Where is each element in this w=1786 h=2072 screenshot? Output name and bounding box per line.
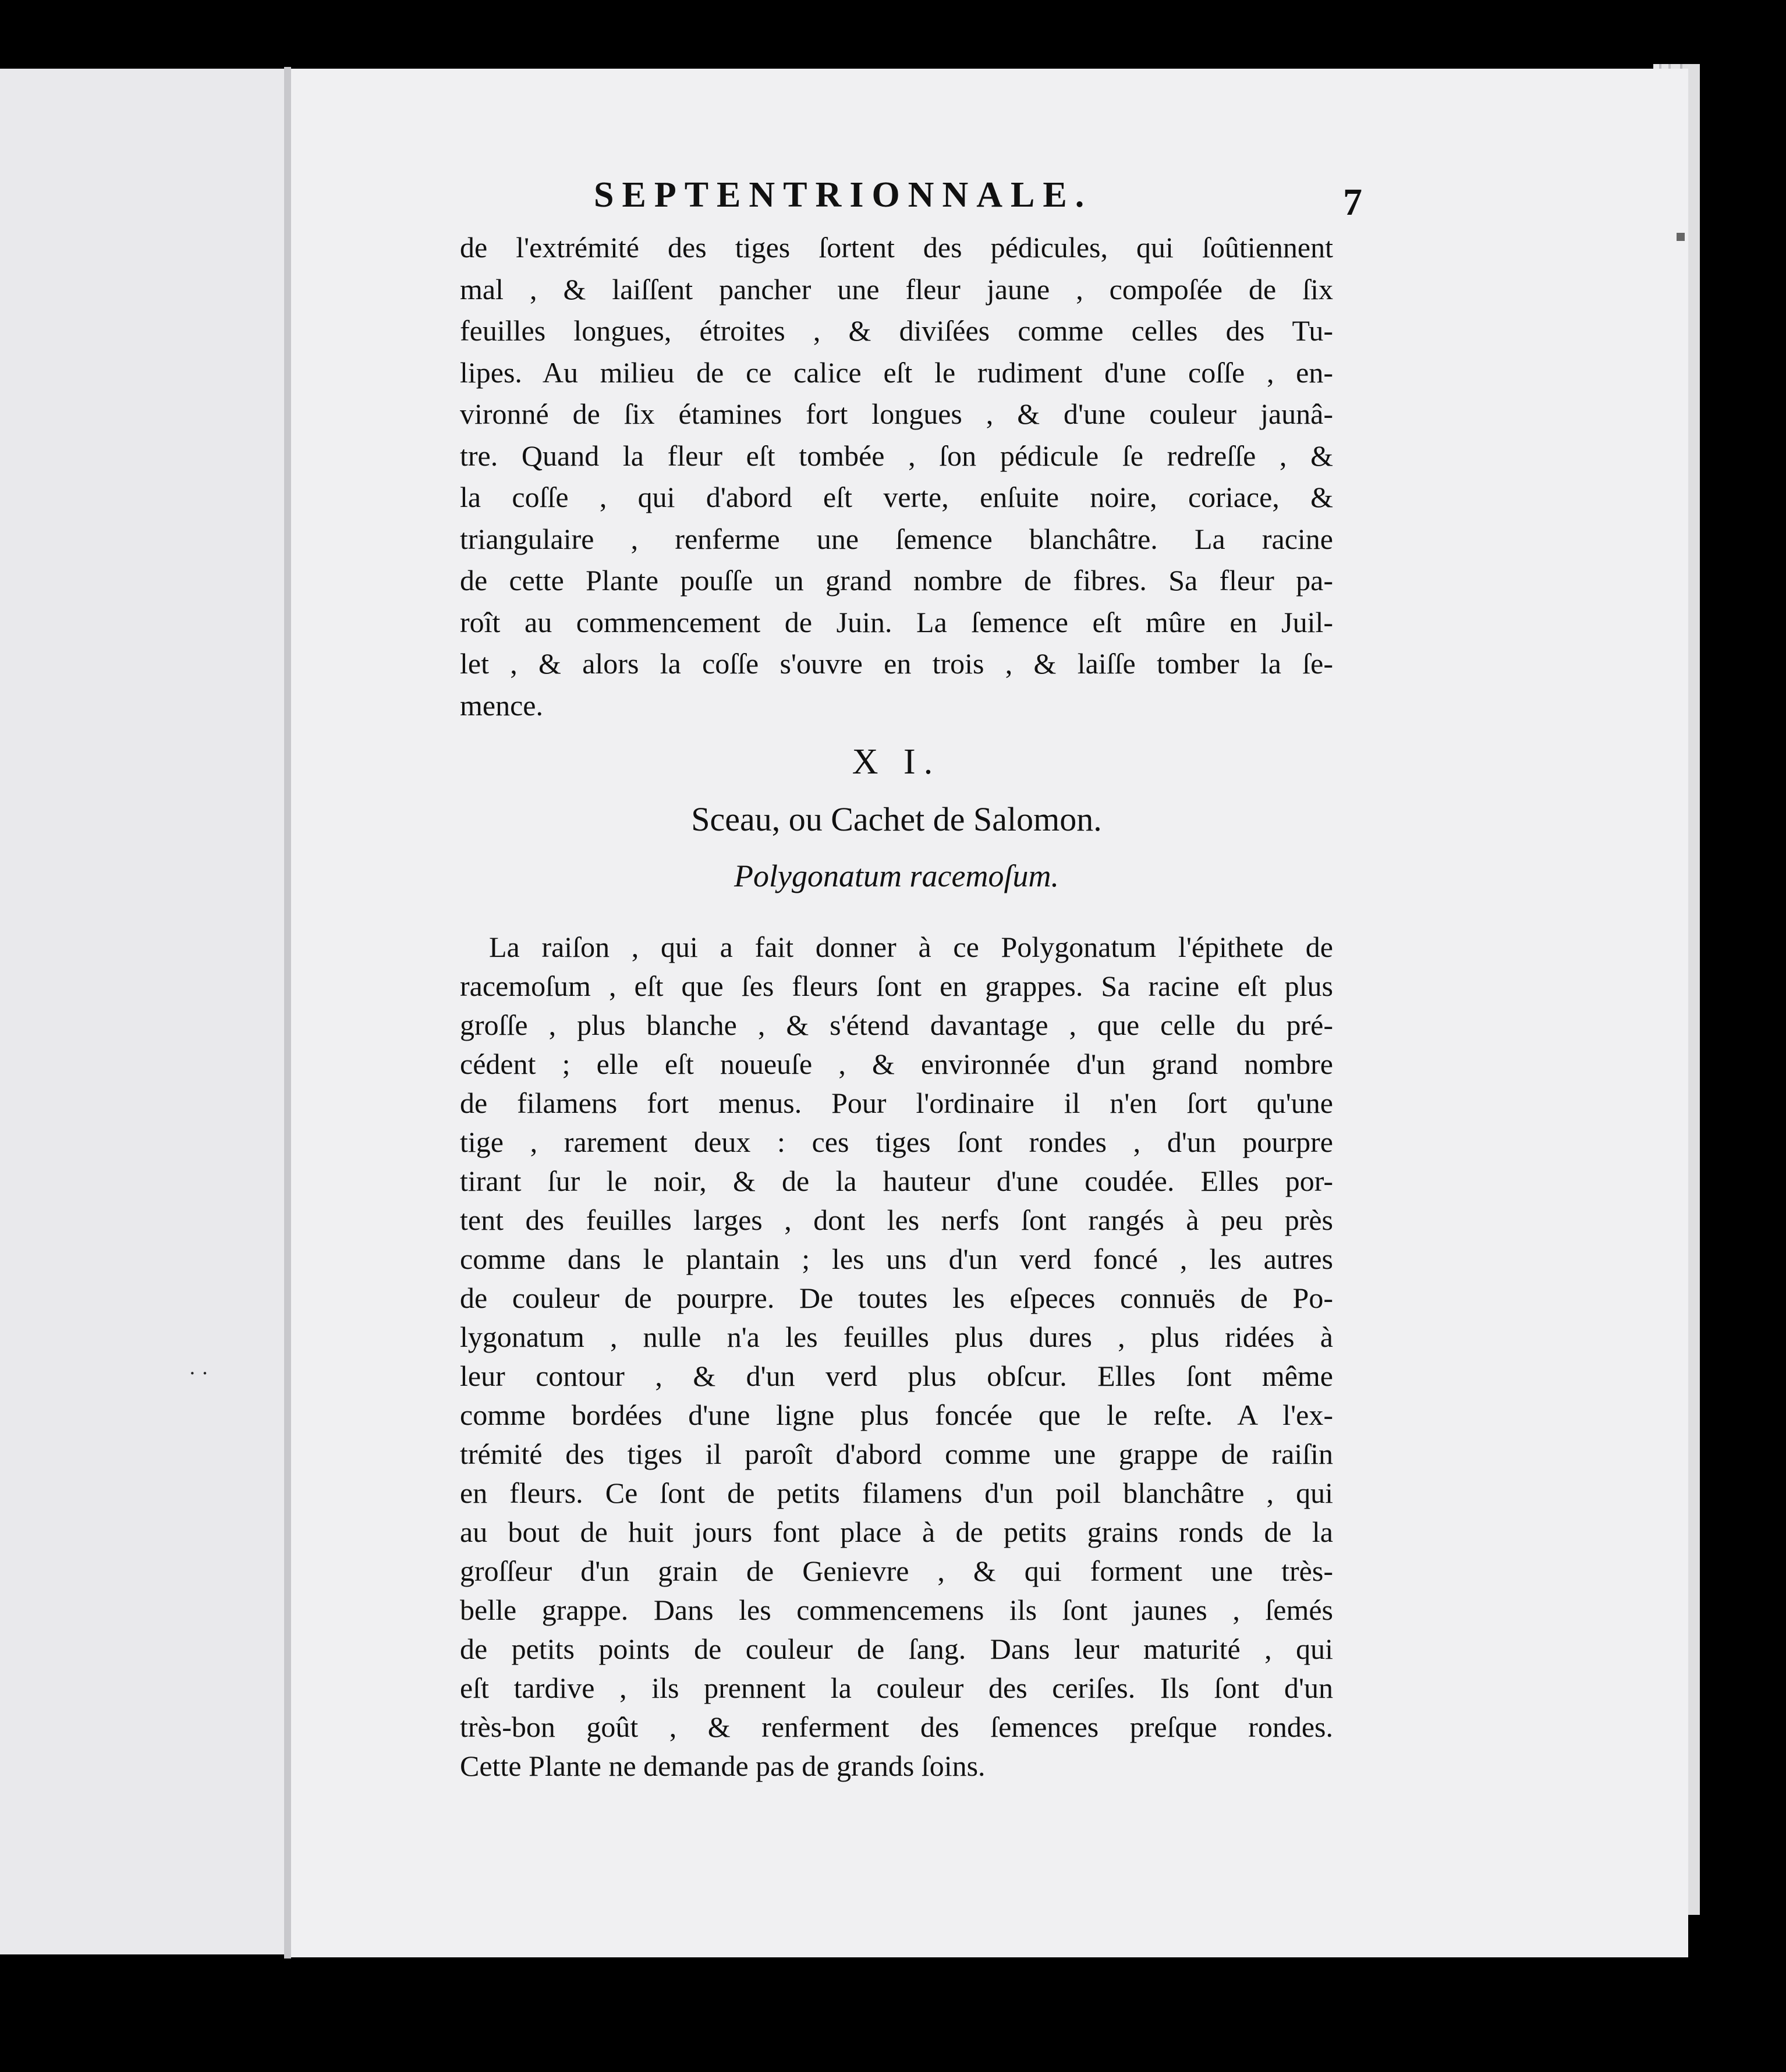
text-line: de cette Plante pouſſe un grand nombre de fibres. Sa fleur pa- xyxy=(460,564,1333,597)
text-line: leur contour , & d'un verd plus obſcur. Elles ſont même xyxy=(460,1360,1333,1392)
section-latin-name: Polygonatum racemoſum. xyxy=(734,858,1059,893)
text-line: au bout de huit jours font place à de petits grains ronds de la xyxy=(460,1516,1333,1548)
text-line: groſſeur d'un grain de Genievre , & qui forment une très- xyxy=(460,1555,1333,1587)
paragraph-2 xyxy=(460,928,1333,1786)
text-line: Cette Plante ne demande pas de grands ſoins. xyxy=(460,1750,986,1782)
text-line: très-bon goût , & renferment des ſemences preſque rondes. xyxy=(460,1711,1333,1743)
text-line: tre. Quand la fleur eſt tombée , ſon pédicule ſe redreſſe , & xyxy=(460,439,1333,472)
text-line: la coſſe , qui d'abord eſt verte, enſuite noire, coriace, & xyxy=(460,481,1333,513)
text-line: belle grappe. Dans les commencemens ils ſont jaunes , ſemés xyxy=(460,1594,1333,1626)
text-line: de petits points de couleur de ſang. Dans leur maturité , qui xyxy=(460,1633,1333,1665)
text-line: tirant ſur le noir, & de la hauteur d'une coudée. Elles por- xyxy=(460,1165,1333,1197)
page-edge-mark xyxy=(1677,233,1685,241)
text-line: en fleurs. Ce ſont de petits filamens d'un poil blanchâtre , qui xyxy=(460,1477,1333,1509)
section-number: X I. xyxy=(852,742,941,782)
section-title: Sceau, ou Cachet de Salomon. xyxy=(691,800,1102,838)
text-line: de couleur de pourpre. De toutes les eſpeces connuës de Po- xyxy=(460,1282,1333,1314)
text-line: racemoſum , eſt que ſes fleurs ſont en grappes. Sa racine eſt plus xyxy=(460,970,1333,1002)
text-line: vironné de ſix étamines fort longues , & d'une couleur jaunâ- xyxy=(460,398,1333,430)
text-line: lygonatum , nulle n'a les feuilles plus dures , plus ridées à xyxy=(460,1321,1333,1353)
text-line: de filamens fort menus. Pour l'ordinaire il n'en ſort qu'une xyxy=(460,1087,1333,1119)
text-line: comme bordées d'une ligne plus foncée que le reſte. A l'ex- xyxy=(460,1399,1333,1431)
text-line: mence. xyxy=(460,689,543,722)
running-head-title: SEPTENTRIONNALE. xyxy=(594,175,1093,215)
left-page xyxy=(0,69,285,1954)
page-text xyxy=(460,175,1362,1786)
text-line: trémité des tiges il paroît d'abord comme une grappe de raiſin xyxy=(460,1438,1333,1470)
text-line: de l'extrémité des tiges ſortent des pédicules, qui ſoûtiennent xyxy=(460,231,1333,264)
page-number: 7 xyxy=(1343,181,1362,223)
text-line: comme dans le plantain ; les uns d'un verd foncé , les autres xyxy=(460,1243,1333,1275)
text-line: triangulaire , renferme une ſemence blanchâtre. La racine xyxy=(460,522,1333,555)
running-head xyxy=(460,175,1362,227)
text-line: mal , & laiſſent pancher une fleur jaune , compoſée de ſix xyxy=(460,272,1333,306)
paragraph-1 xyxy=(460,227,1333,726)
text-line: let , & alors la coſſe s'ouvre en trois , & laiſſe tomber la ſe- xyxy=(460,647,1333,680)
text-line: lipes. Au milieu de ce calice eſt le rudiment d'une coſſe , en- xyxy=(460,356,1333,389)
text-line: groſſe , plus blanche , & s'étend davantage , que celle du pré- xyxy=(460,1009,1333,1041)
text-line: tent des feuilles larges , dont les nerfs ſont rangés à peu près xyxy=(460,1204,1333,1236)
text-line: eſt tardive , ils prennent la couleur des ceriſes. Ils ſont d'un xyxy=(460,1672,1333,1704)
book-gutter xyxy=(284,67,291,1959)
text-line: feuilles longues, étroites , & diviſées comme celles des Tu- xyxy=(460,314,1333,347)
text-line: roît au commencement de Juin. La ſemence eſt mûre en Juil- xyxy=(460,605,1333,638)
text-line: tige , rarement deux : ces tiges ſont rondes , d'un pourpre xyxy=(460,1126,1333,1158)
margin-mark: · · xyxy=(189,1362,208,1385)
text-line: cédent ; elle eſt noueuſe , & environnée d'un grand nombre xyxy=(460,1048,1333,1080)
text-line: La raiſon , qui a fait donner à ce Polygonatum l'épithete de xyxy=(489,931,1333,963)
